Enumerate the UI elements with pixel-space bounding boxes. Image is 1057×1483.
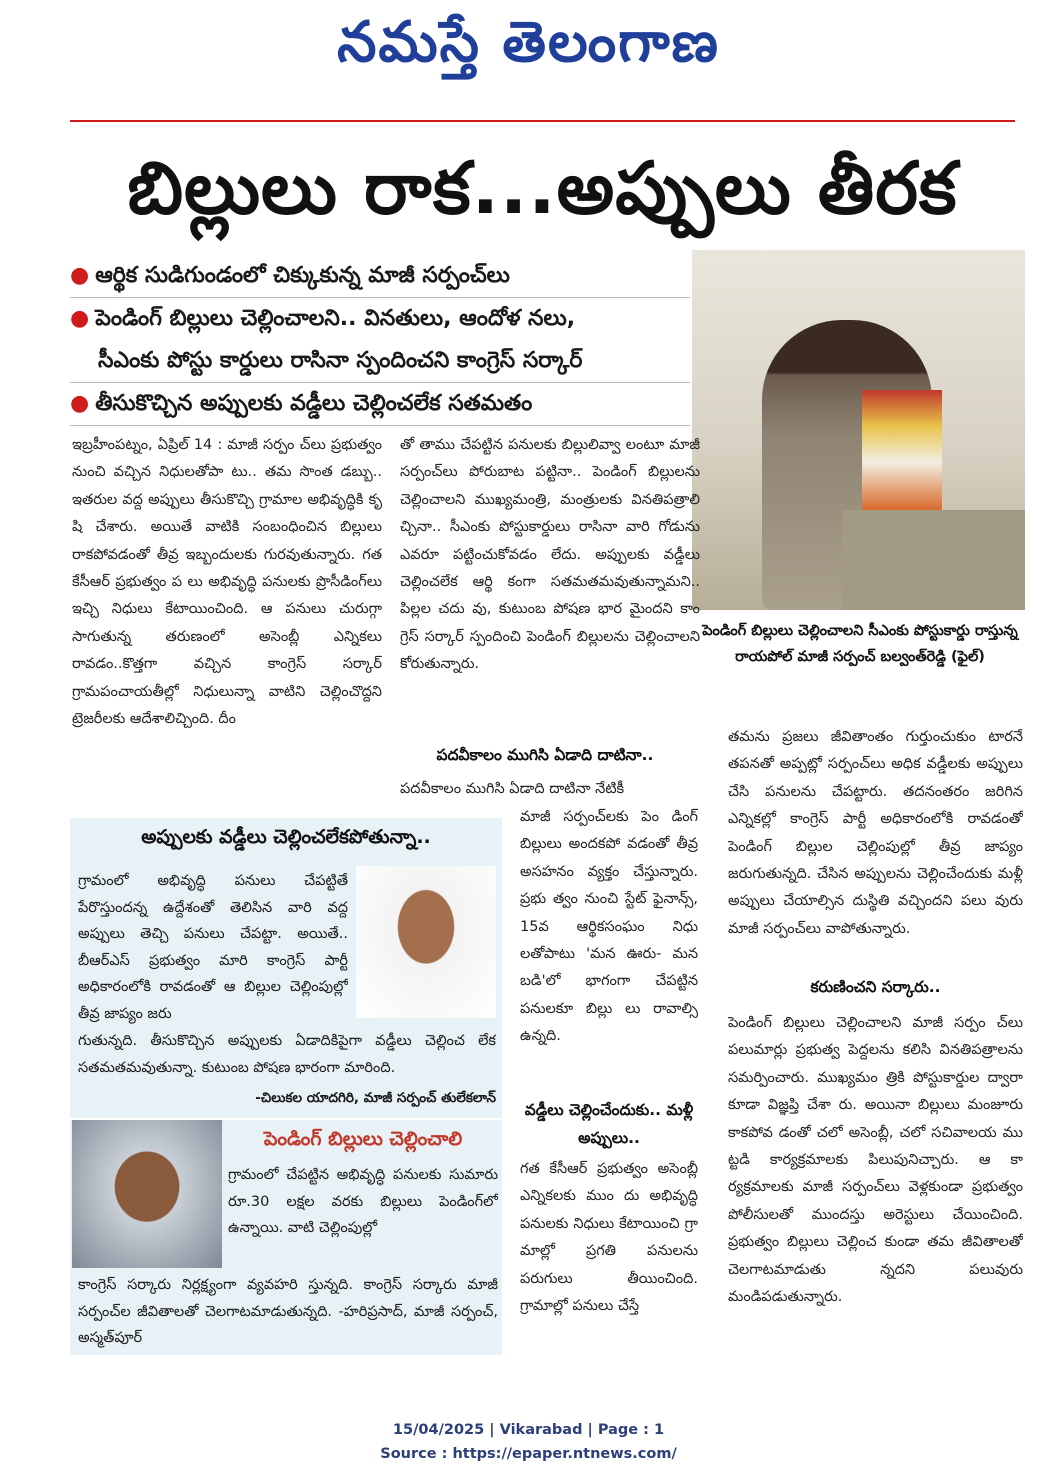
- portrait-photo: [72, 1120, 222, 1268]
- headline: బిల్లులు రాక...అప్పులు తీరక: [127, 146, 958, 230]
- photo-caption: పెండింగ్ బిల్లులు చెల్లించాలని సీఎంకు పోస్టుకార్డు రాస్తున్న రాయపోల్ మాజీ సర్పంచ్ బల్వంత్‌రెడ్డి (ఫైల్): [702, 623, 1018, 665]
- portrait-photo: [356, 866, 496, 1018]
- article-column-2: తో తాము చేపట్టిన పనులకు బిల్లులివ్వా లంటూ మాజీ సర్పంచ్‌లు పోరుబాట పట్టినా.. పెండింగ్ బిల్లులను చెల్లించాలని ముఖ్యమంత్రి, మంత్రులకు వినతిపత్రాలి చ్చినా.. సీఎంకు పోస్టుకార్డులు రాసినా వారి గోడును ఎవరూ పట్టించుకోవడం లేదు. అప్పులకు వడ్డీలు చెల్లించలేక ఆర్థి కంగా సతమతమవుతున్నామని.. పిల్లల చదు వు, కుటుంబ పోషణ భార మైందని కాం గ్రెస్ సర్కార్ స్పందించి పెండింగ్ బిల్లులను చెల్లించాలని కోరుతున్నారు.: [400, 437, 700, 673]
- article-column-6: పెండింగ్ బిల్లులు చెల్లించాలని మాజీ సర్పం చ్‌లు పలుమార్లు ప్రభుత్వ పెద్దలను కలిసి వినతిపత్రాలను సమర్పించారు. ముఖ్యమం త్రికి పోస్టుకార్డుల ద్వారా కూడా విజ్ఞప్తి చేశా రు. అయినా బిల్లులు మంజూరు కాకపోవ డంతో చలో అసెంబ్లీ, చలో సచివాలయ ము ట్టడి కార్యక్రమాలకు పిలుపునిచ్చారు. ఆ కా ర్యక్రమాలకు మాజీ సర్పంచ్‌లు వెళ్లకుండా ప్రభుత్వం పోలీసులతో ముందస్తు అరెస్టులు చేయించింది. ప్రభుత్వం బిల్లులు చెల్లించ కుండా తమ జీవితాలతో చెలగాటమాడుతు న్నదని పలువురు మండిపడుతున్నారు.: [728, 1015, 1023, 1306]
- article-column-3: మాజీ సర్పంచ్‌లకు పెం డింగ్ బిల్లులు అందకపో వడంతో తీవ్ర అసహనం వ్యక్తం చేస్తున్నారు. ప్రభు త్వం నుంచి స్టేట్ ఫైనాన్స్, 15వ ఆర్థికసంఘం నిధు లతోపాటు 'మన ఊరు- మన బడి'లో భాగంగా చేపట్టిన పనులకూ బిల్లు లు రావాల్సి ఉన్నది.: [520, 809, 698, 1045]
- quote-box-2-title: పెండింగ్ బిల్లులు చెల్లించాలి: [263, 1128, 463, 1150]
- quote-box-1-text: గ్రామంలో అభివృద్ధి పనులు చేపట్టితే పేరొస్తుందన్న ఉద్దేశంతో తెలిసిన వారి వద్ద అప్పులు తెచ్చి పనులు చేపట్టా. అయితే.. బీఆర్‌ఎస్ ప్రభుత్వం మారి కాంగ్రెస్ పార్టీ అధికారంలోకి రావడంతో ఆ బిల్లుల చెల్లింపుల్లో తీవ్ర జాప్యం జరు: [78, 873, 348, 1022]
- bullet-item: ● తీసుకొచ్చిన అప్పులకు వడ్డీలు చెల్లించలేక సతమతం: [70, 383, 690, 426]
- quote-box-2-text-continued: కాంగ్రెస్ సర్కారు నిర్లక్ష్యంగా వ్యవహరి స్తున్నది. కాంగ్రెస్ సర్కారు మాజీ సర్పంచ్‌ల జీవితాలతో చెలగాటమాడుతున్నది. -హరిప్రసాద్, మాజీ సర్పంచ్, అస్మత్‌పూర్: [78, 1277, 498, 1346]
- article-column-4: తమను ప్రజలు జీవితాంతం గుర్తుంచుకుం టారనే తపనతో అప్పట్లో సర్పంచ్‌లు అధిక వడ్డీలకు అప్పులు చేసి పనులను చేపట్టారు. తదనంతరం జరిగిన ఎన్నికల్లో కాంగ్రెస్ పార్టీ అధికారంలోకి రావడంతో పెండింగ్ బిల్లుల చెల్లింపుల్లో తీవ్ర జాప్యం జరుగుతున్నది. చేసిన అప్పులను చెల్లించేందుకు మళ్లీ అప్పులు చేయాల్సిన దుస్థితి వచ్చిందని పలు వురు మాజీ సర్పంచ్‌లు వాపోతున్నారు.: [728, 729, 1023, 937]
- bullet-item: ● పెండింగ్ బిల్లులు చెల్లించాలని.. వినతులు, ఆందోళ నలు,: [70, 306, 576, 331]
- bullet-list: [70, 255, 690, 426]
- bullet-item-continued: సీఎంకు పోస్టు కార్డులు రాసినా స్పందించని కాంగ్రెస్ సర్కార్: [70, 340, 690, 383]
- quote-box-1-title: అప్పులకు వడ్డీలు చెల్లించలేకపోతున్నా..: [141, 826, 431, 848]
- subheading: వడ్డీలు చెల్లించేందుకు.. మళ్లీ అప్పులు..: [524, 1101, 694, 1147]
- bullet-item: ● ఆర్థిక సుడిగుండంలో చిక్కుకున్న మాజీ సర్పంచ్‌లు: [70, 255, 690, 298]
- bullet-dot-icon: ●: [70, 263, 90, 288]
- bullet-dot-icon: ●: [70, 391, 90, 416]
- quote-box-1-signature: -చిలుకల యాదగిరి, మాజీ సర్పంచ్ తులేకలాన్: [255, 1090, 496, 1106]
- masthead: నమస్తే తెలంగాణ: [337, 10, 720, 75]
- quote-box-2-text: గ్రామంలో చేపట్టిన అభివృద్ధి పనులకు సుమారు రూ.30 లక్షల వరకు బిల్లులు పెండింగ్‌లో ఉన్నాయి. వాటి చెల్లింపుల్లో: [228, 1167, 498, 1236]
- subheading: కరుణించని సర్కారు..: [810, 978, 941, 996]
- masthead-rule: [70, 120, 1015, 122]
- article-column-5: గత కేసీఆర్ ప్రభుత్వం అసెంబ్లీ ఎన్నికలకు ముం దు అభివృద్ధి పనులకు నిధులు కేటాయించి గ్రా మాల్లో ప్రగతి పనులను పరుగులు తీయించింది. గ్రామాల్లో పనులు చేస్తే: [520, 1161, 698, 1315]
- footer-source: Source : https://epaper.ntnews.com/: [380, 1446, 677, 1462]
- quote-box-1-text-continued: గుతున్నది. తీసుకొచ్చిన అప్పులకు ఏడాదికిపైగా వడ్డీలు చెల్లించ లేక సతమతమవుతున్నా. కుటుంబ పోషణ భారంగా మారింది.: [78, 1033, 496, 1076]
- subheading: పదవీకాలం ముగిసి ఏడాది దాటినా..: [436, 746, 654, 764]
- footer-date-edition: 15/04/2025 | Vikarabad | Page : 1: [392, 1422, 665, 1438]
- bullet-dot-icon: ●: [70, 306, 90, 331]
- article-column-1: ఇబ్రహీంపట్నం, ఏప్రిల్ 14 : మాజీ సర్పం చ్‌లు ప్రభుత్వం నుంచి వచ్చిన నిధులతోపా టు.. తమ సొంత డబ్బు.. ఇతరుల వద్ద అప్పులు తీసుకొచ్చి గ్రామాల అభివృద్ధికి కృ షి చేశారు. అయితే వాటికి సంబంధించిన బిల్లులు రాకపోవడంతో తీవ్ర ఇబ్బందులకు గురవుతున్నారు. గత కేసీఆర్ ప్రభుత్వం ప లు అభివృద్ధి పనులకు ప్రొసీడింగ్‌లు ఇచ్చి నిధులు కేటాయించింది. ఆ పనులు చురుగ్గా సాగుతున్న తరుణంలో అసెంబ్లీ ఎన్నికలు రావడం..కొత్తగా వచ్చిన కాంగ్రెస్ సర్కార్ గ్రామపంచాయతీల్లో నిధులున్నా వాటిని చెల్లించొద్దని ట్రెజరీలకు ఆదేశాలిచ్చింది. దీం: [72, 437, 382, 728]
- news-photo: [692, 250, 1025, 610]
- page-footer: [0, 1418, 1057, 1466]
- article-column-2-continued: పదవీకాలం ముగిసి ఏడాది దాటినా నేటికీ: [400, 781, 625, 797]
